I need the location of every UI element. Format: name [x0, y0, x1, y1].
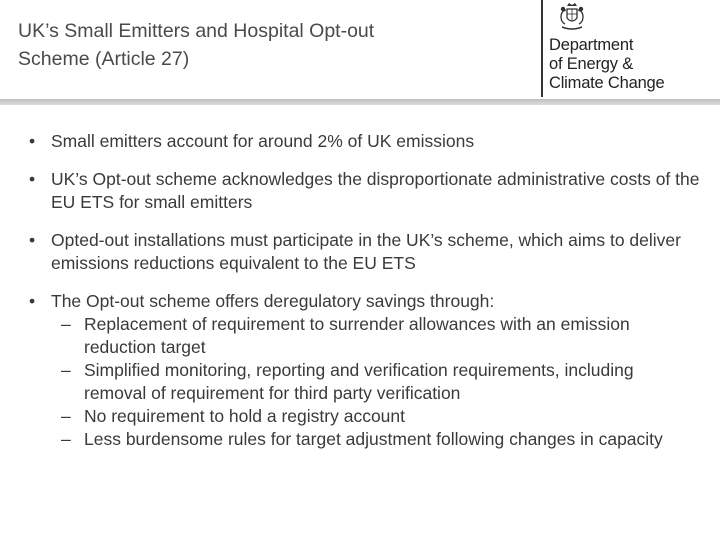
- bullet-item: [0, 130, 711, 153]
- sub-bullet-item: [51, 313, 684, 359]
- dash-icon: –: [61, 406, 71, 426]
- dash-icon: –: [61, 429, 71, 449]
- bullet-text: UK’s Opt-out scheme acknowledges the disproportionate administrative costs of the EU ETS for small emitters: [51, 169, 700, 212]
- title-line-1: UK’s Small Emitters and Hospital Opt-out: [18, 20, 375, 42]
- department-line-1: Department: [549, 36, 634, 54]
- bullet-icon: •: [29, 131, 36, 151]
- bullet-text: The Opt-out scheme offers deregulatory savings through:: [51, 291, 495, 311]
- bullet-item: [0, 229, 711, 275]
- royal-coat-of-arms-icon: [557, 2, 587, 32]
- bullet-text: Small emitters account for around 2% of UK emissions: [51, 131, 475, 151]
- sub-bullet-item: [51, 428, 684, 451]
- header-divider: [0, 99, 720, 105]
- decc-logo: [541, 0, 720, 100]
- bullet-list: [0, 130, 720, 451]
- slide-header: [0, 0, 720, 104]
- bullet-text: Opted-out installations must participate in the UK’s scheme, which aims to deliver emissions reductions equivalent to the EU ETS: [51, 230, 681, 273]
- slide-body: [0, 130, 720, 466]
- dash-icon: –: [61, 360, 71, 380]
- bullet-item: [0, 290, 711, 451]
- bullet-icon: •: [29, 169, 36, 189]
- slide-title: [18, 17, 518, 73]
- bullet-item: [0, 168, 711, 214]
- sub-bullet-text: Replacement of requirement to surrender allowances with an emission reduction target: [84, 314, 630, 357]
- sub-bullet-text: Simplified monitoring, reporting and verification requirements, including removal of requirement for third party verification: [84, 360, 634, 403]
- sub-bullet-text: No requirement to hold a registry account: [84, 406, 405, 426]
- bullet-icon: •: [29, 291, 36, 311]
- sub-bullet-text: Less burdensome rules for target adjustment following changes in capacity: [84, 429, 663, 449]
- sub-bullet-item: [51, 405, 684, 428]
- sub-bullet-list: [51, 313, 711, 451]
- department-line-2: of Energy &: [549, 55, 634, 73]
- department-line-3: Climate Change: [549, 74, 665, 92]
- dash-icon: –: [61, 314, 71, 334]
- department-name: [549, 36, 665, 93]
- logo-rule: [541, 0, 543, 97]
- title-line-2: Scheme (Article 27): [18, 48, 190, 70]
- bullet-icon: •: [29, 230, 36, 250]
- sub-bullet-item: [51, 359, 684, 405]
